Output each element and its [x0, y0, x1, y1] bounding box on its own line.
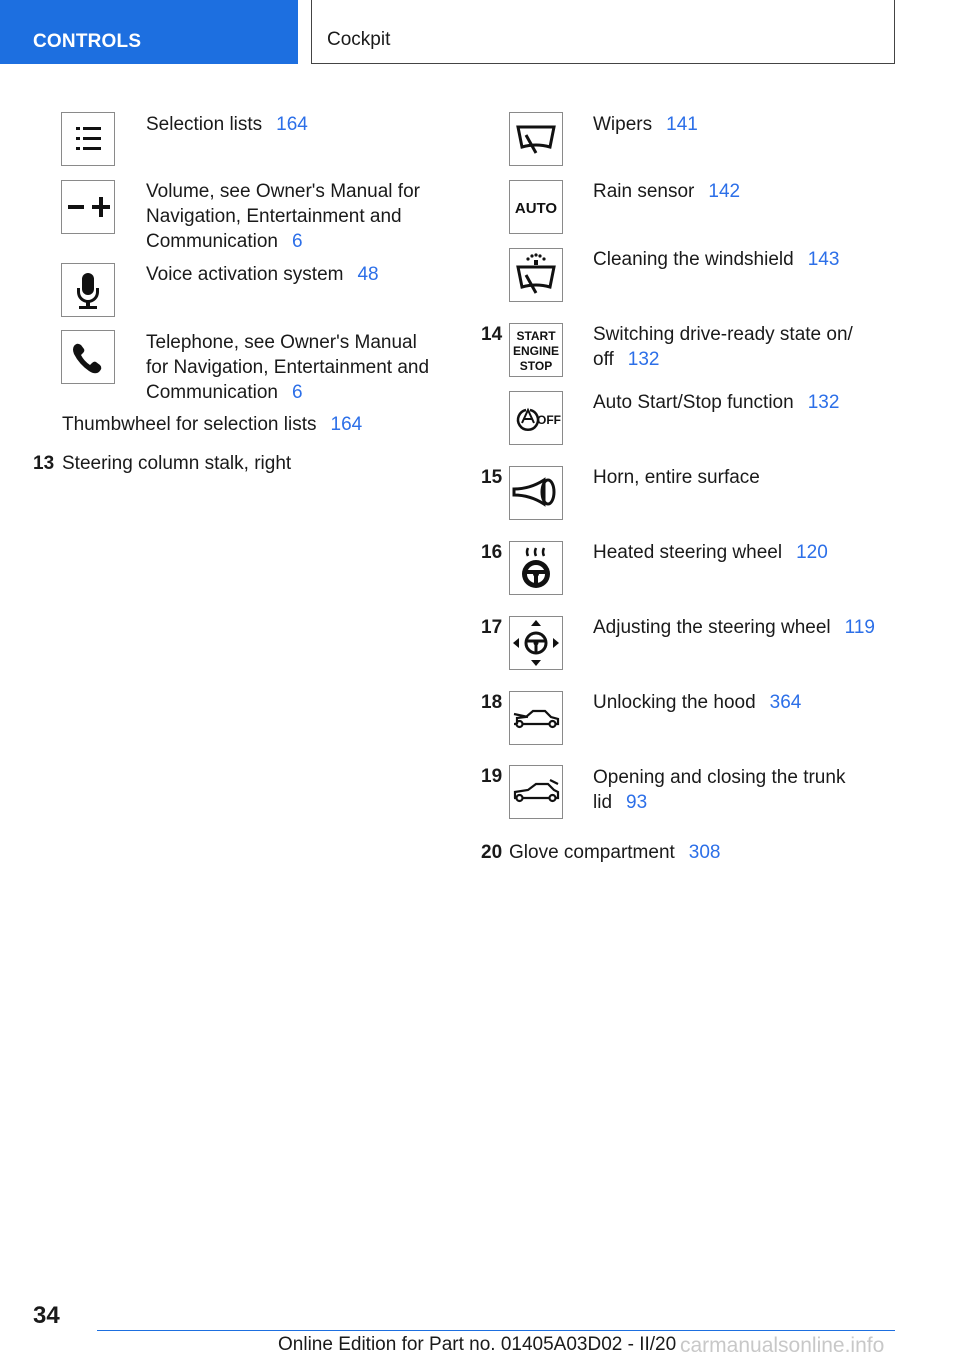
list-item — [146, 330, 429, 405]
page-reference[interactable]: 142 — [708, 181, 741, 202]
entry-label: Volume, see Owner's Manual for — [146, 181, 420, 202]
entry-label: Rain sensor — [593, 181, 695, 202]
page-reference[interactable]: 93 — [626, 792, 648, 813]
watermark: carmanualsonline.info — [680, 1334, 885, 1357]
list-item — [593, 765, 845, 815]
page-reference[interactable]: 164 — [330, 414, 363, 435]
list-item — [593, 322, 853, 372]
list-item — [593, 690, 801, 715]
section-tab: CONTROLS — [0, 0, 298, 64]
footer-divider — [97, 1330, 895, 1331]
entry-label: Steering column stalk, right — [62, 453, 292, 474]
list-item — [146, 179, 420, 254]
list-item — [62, 451, 291, 476]
edition-text: Online Edition for Part no. 01405A03D02 - II/20 — [278, 1334, 677, 1355]
list-item — [146, 112, 308, 137]
horn-icon — [509, 466, 563, 520]
entry-label: for Navigation, Entertainment and — [146, 357, 430, 378]
entry-label: Glove compartment — [509, 842, 675, 863]
icon-label: AUTO — [514, 200, 558, 217]
entry-label: Communication — [146, 231, 278, 252]
entry-label: Unlocking the hood — [593, 692, 756, 713]
list-item — [509, 840, 721, 865]
entry-label: Adjusting the steering wheel — [593, 617, 831, 638]
entry-label: Voice activation system — [146, 264, 344, 285]
selection-list-icon — [61, 112, 115, 166]
entry-label: Thumbwheel for selection lists — [62, 414, 317, 435]
page-reference[interactable]: 143 — [807, 249, 840, 270]
entry-label: Selection lists — [146, 114, 263, 135]
item-number: 19 — [481, 766, 503, 787]
item-number: 17 — [481, 617, 503, 638]
list-item — [593, 112, 698, 137]
list-item — [62, 412, 362, 437]
entry-label: Opening and closing the trunk — [593, 767, 846, 788]
entry-label: Auto Start/Stop function — [593, 392, 794, 413]
page-reference[interactable]: 132 — [627, 349, 660, 370]
list-item — [593, 247, 839, 272]
page-title: Cockpit — [311, 0, 895, 64]
list-item — [146, 262, 379, 287]
entry-label: Communication — [146, 382, 278, 403]
entry-label: lid — [593, 792, 613, 813]
entry-label: Heated steering wheel — [593, 542, 783, 563]
list-item — [593, 390, 839, 415]
page-reference[interactable]: 48 — [357, 264, 379, 285]
entry-label: Horn, entire surface — [593, 467, 760, 488]
list-item — [593, 179, 740, 204]
page-reference[interactable]: 6 — [292, 382, 303, 403]
page-number: 34 — [33, 1302, 60, 1329]
list-item — [593, 540, 828, 565]
volume-icon — [61, 180, 115, 234]
heated-steering-wheel-icon — [509, 541, 563, 595]
voice-activation-icon — [61, 263, 115, 317]
item-number: 15 — [481, 467, 503, 488]
page-reference[interactable]: 308 — [688, 842, 721, 863]
page-reference[interactable]: 6 — [292, 231, 303, 252]
steering-wheel-adjust-icon — [509, 616, 563, 670]
entry-label: Telephone, see Owner's Manual — [146, 332, 417, 353]
entry-label: Wipers — [593, 114, 653, 135]
page-reference[interactable]: 364 — [769, 692, 802, 713]
hood-icon — [509, 691, 563, 745]
item-number: 18 — [481, 692, 503, 713]
page-reference[interactable]: 164 — [276, 114, 308, 135]
item-number: 20 — [481, 842, 503, 863]
page-reference[interactable]: 141 — [666, 114, 698, 135]
telephone-icon — [61, 330, 115, 384]
item-number: 14 — [481, 324, 503, 345]
item-number: 13 — [33, 453, 55, 474]
entry-label: Cleaning the windshield — [593, 249, 794, 270]
entry-label: Switching drive-ready state on/ — [593, 324, 853, 345]
wipers-icon — [509, 112, 563, 166]
page-reference[interactable]: 120 — [796, 542, 828, 563]
page-reference[interactable]: 132 — [807, 392, 840, 413]
entry-label: Navigation, Entertainment and — [146, 206, 402, 227]
page-reference[interactable]: 119 — [844, 617, 875, 638]
entry-label: off — [593, 349, 614, 370]
icon-label: ENGINE — [512, 344, 560, 358]
rain-sensor-icon — [509, 180, 563, 234]
trunk-lid-icon — [509, 765, 563, 819]
start-stop-button-icon — [509, 323, 563, 377]
windshield-washer-icon — [509, 248, 563, 302]
item-number: 16 — [481, 542, 503, 563]
icon-label: START — [516, 329, 556, 343]
auto-start-stop-icon — [509, 391, 563, 445]
list-item — [593, 465, 760, 490]
list-item — [593, 615, 875, 640]
icon-label: STOP — [519, 359, 553, 373]
icon-label: OFF — [537, 413, 561, 427]
